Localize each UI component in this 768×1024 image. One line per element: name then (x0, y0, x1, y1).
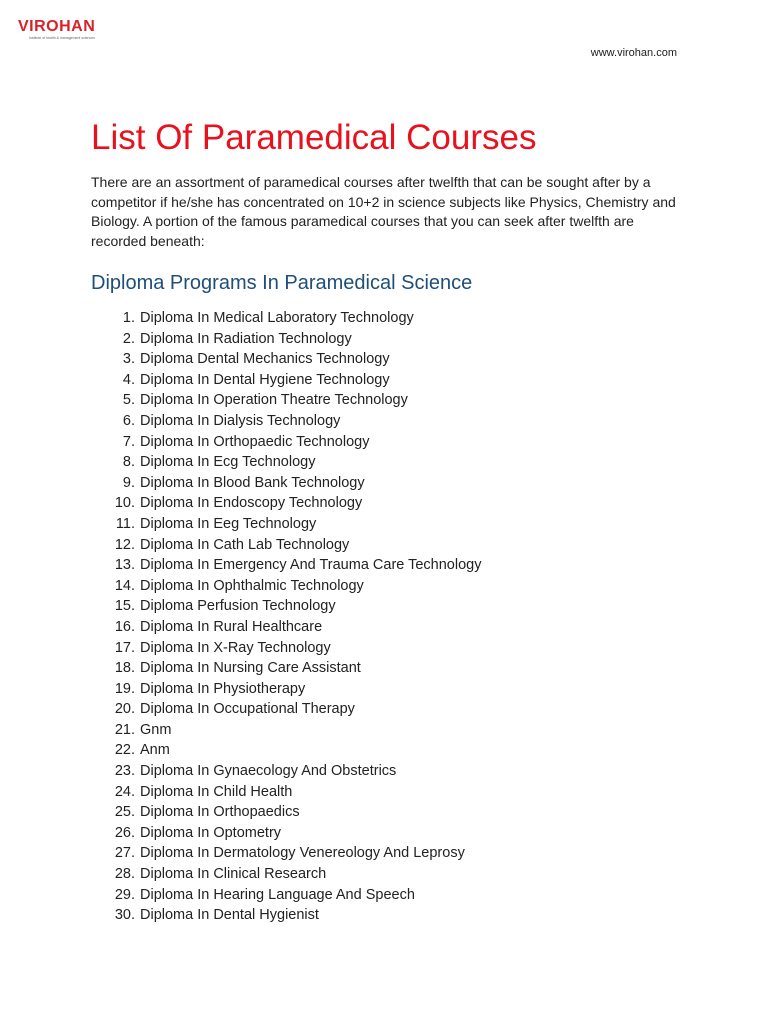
list-item-label: Diploma In Clinical Research (140, 866, 327, 883)
list-item-number: 26. (114, 824, 135, 841)
list-item-label: Diploma In Eeg Technology (140, 515, 317, 532)
list-item-label: Diploma In Orthopaedics (140, 804, 300, 821)
list-item (91, 576, 364, 597)
site-url: www.virohan.com (590, 47, 677, 59)
list-item-number: 15. (114, 598, 135, 615)
list-item (91, 535, 350, 556)
list-item-label: Diploma Perfusion Technology (140, 598, 336, 615)
list-item-label: Diploma In Child Health (140, 783, 293, 800)
list-item (91, 843, 465, 864)
list-item-label: Diploma In Dental Hygiene Technology (140, 371, 390, 388)
logo-tagline: Institute of health & management sciences (29, 36, 95, 40)
list-item (91, 761, 397, 782)
list-item-label: Diploma In Dialysis Technology (140, 412, 341, 429)
section-heading: Diploma Programs In Paramedical Science (91, 272, 473, 294)
list-item-label: Diploma In Endoscopy Technology (140, 495, 363, 512)
list-item-number: 11. (115, 515, 135, 532)
list-item (91, 473, 365, 494)
virohan-logo (18, 18, 128, 42)
list-item-label: Gnm (140, 721, 172, 738)
list-item-number: 29. (114, 886, 135, 903)
list-item-number: 28. (114, 866, 135, 883)
list-item-number: 5. (122, 392, 135, 409)
list-item-number: 30. (114, 907, 135, 924)
list-item-label: Diploma In X-Ray Technology (140, 639, 331, 656)
page-title: List Of Paramedical Courses (91, 118, 537, 157)
list-item-number: 23. (114, 763, 135, 780)
list-item-label: Diploma In Gynaecology And Obstetrics (140, 763, 397, 780)
list-item-label: Diploma In Orthopaedic Technology (140, 433, 370, 450)
list-item-label: Diploma In Nursing Care Assistant (140, 660, 361, 677)
list-item (91, 411, 341, 432)
list-item (91, 823, 282, 844)
list-item-label: Diploma In Radiation Technology (140, 330, 352, 347)
list-item (91, 308, 414, 329)
list-item-label: Diploma In Optometry (140, 824, 282, 841)
list-item (91, 514, 317, 535)
list-item-number: 17. (114, 639, 135, 656)
list-item-number: 27. (114, 845, 135, 862)
list-item-label: Diploma In Ecg Technology (140, 454, 316, 471)
list-item (91, 555, 482, 576)
list-item-number: 2. (122, 330, 135, 347)
list-item-label: Diploma In Operation Theatre Technology (140, 392, 408, 409)
list-item (91, 740, 170, 761)
list-item (91, 699, 355, 720)
list-item-number: 16. (114, 618, 135, 635)
list-item-label: Diploma In Emergency And Trauma Care Technology (140, 557, 482, 574)
list-item (91, 617, 323, 638)
list-item-label: Diploma In Medical Laboratory Technology (140, 310, 414, 326)
list-item (91, 905, 319, 926)
list-item (91, 802, 300, 823)
list-item-number: 9. (122, 474, 135, 491)
course-list (91, 308, 482, 926)
list-item-label: Diploma In Ophthalmic Technology (140, 577, 364, 594)
list-item (91, 720, 172, 741)
list-item-number: 24. (114, 783, 135, 800)
list-item-number: 3. (122, 351, 135, 368)
list-item-label: Anm (140, 742, 170, 759)
list-item-label: Diploma In Hearing Language And Speech (140, 886, 415, 903)
list-item (91, 782, 293, 803)
list-item-label: Diploma In Rural Healthcare (140, 618, 323, 635)
list-item-number: 1. (122, 310, 135, 326)
list-item (91, 658, 361, 679)
list-item (91, 370, 390, 391)
list-item (91, 638, 331, 659)
list-item-number: 8. (122, 454, 135, 471)
list-item-number: 18. (114, 660, 135, 677)
list-item-number: 12. (114, 536, 135, 553)
list-item-label: Diploma In Dental Hygienist (140, 907, 319, 924)
list-item-number: 25. (114, 804, 135, 821)
list-item-label: Diploma In Physiotherapy (140, 680, 306, 697)
list-item-number: 4. (122, 371, 135, 388)
list-item-number: 10. (114, 495, 135, 512)
logo-wordmark: VIROHAN (18, 18, 96, 35)
list-item-number: 21. (114, 721, 135, 738)
list-item (91, 452, 316, 473)
list-item-number: 22. (114, 742, 135, 759)
list-item (91, 596, 336, 617)
list-item (91, 349, 390, 370)
list-item-label: Diploma In Dermatology Venereology And Leprosy (140, 845, 465, 862)
list-item-number: 14. (114, 577, 135, 594)
list-item-number: 6. (122, 412, 135, 429)
list-item-number: 13. (114, 557, 135, 574)
list-item (91, 390, 408, 411)
list-item-label: Diploma In Cath Lab Technology (140, 536, 350, 553)
intro-paragraph: There are an assortment of paramedical courses after twelfth that can be sought after by a competitor if he/she has concentrated on 10+2 in science subjects like Physics, Chemistry and Biology. A portion of the famous paramedical courses that you can seek after twelfth are recorded beneath: (91, 174, 676, 249)
list-item-number: 19. (114, 680, 135, 697)
list-item-label: Diploma In Occupational Therapy (140, 701, 355, 718)
list-item-label: Diploma In Blood Bank Technology (140, 474, 365, 491)
list-item-number: 7. (122, 433, 135, 450)
list-item (91, 885, 415, 906)
list-item (91, 864, 327, 885)
list-item-label: Diploma Dental Mechanics Technology (140, 351, 390, 368)
list-item (91, 679, 306, 700)
list-item-number: 20. (114, 701, 135, 718)
list-item (91, 329, 352, 350)
list-item (91, 432, 370, 453)
list-item (91, 493, 363, 514)
